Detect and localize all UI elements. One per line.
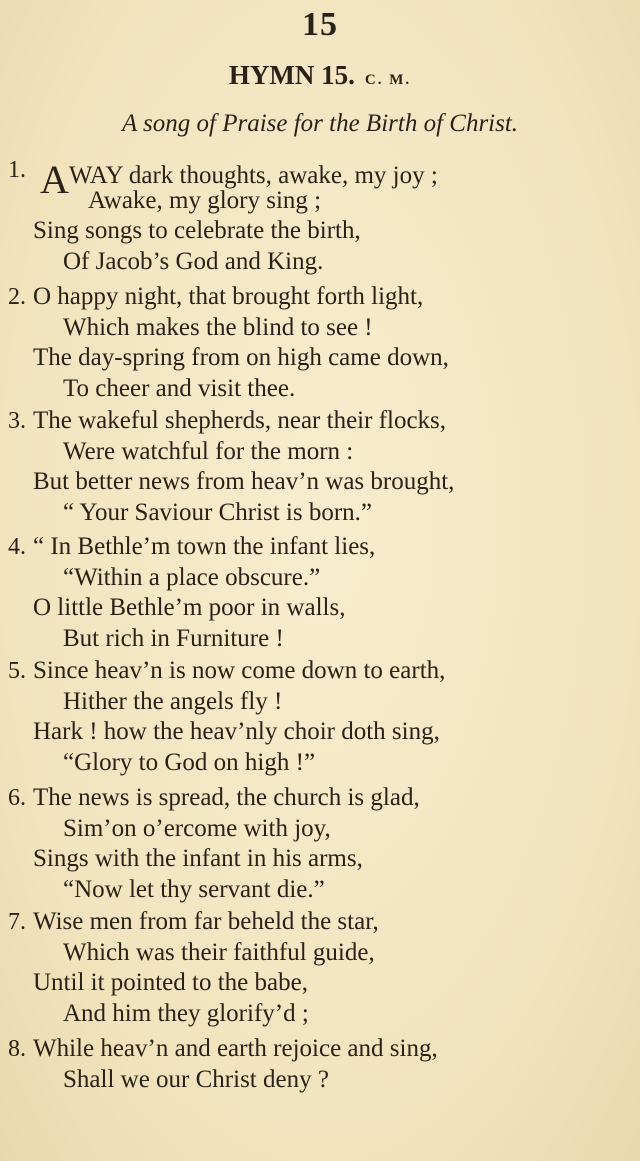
verse-line: Of Jacob’s God and King.: [63, 247, 324, 275]
verse-line: Sing songs to celebrate the birth,: [33, 217, 361, 244]
verse-line: O little Bethle’m poor in walls,: [33, 594, 346, 621]
verse-line: The wakeful shepherds, near their flocks,: [33, 407, 447, 434]
verse-line: The news is spread, the church is glad,: [33, 784, 420, 811]
verse-line: Hither the angels fly !: [63, 687, 283, 715]
verse-line: And him they glorify’d ;: [63, 999, 309, 1027]
verse-line: “Within a place obscure.”: [63, 563, 321, 591]
verse-line: Were watchful for the morn :: [63, 437, 354, 465]
verse-line: “Glory to God on high !”: [63, 748, 316, 776]
stanza-number: 4.: [8, 534, 26, 560]
verse-line: But better news from heav’n was brought,: [33, 468, 455, 495]
stanza-number: 2.: [8, 284, 26, 310]
verse-line: Shall we our Christ deny ?: [63, 1065, 329, 1093]
stanza-number: 5.: [8, 658, 26, 684]
stanza-number: 7.: [8, 909, 26, 935]
verse-line: Sim’on o’ercome with joy,: [63, 814, 331, 842]
verse-line: Awake, my glory sing ;: [88, 186, 322, 214]
verse-line-rest: WAY dark thoughts, awake, my joy ;: [68, 162, 438, 189]
verse-line: Which makes the blind to see !: [63, 313, 373, 341]
verse-line: The day-spring from on high came down,: [33, 344, 449, 371]
stanza-number: 1.: [8, 157, 26, 183]
verse-line: “ Your Saviour Christ is born.”: [63, 498, 373, 526]
hymn-title: HYMN 15.: [228, 60, 355, 90]
verse-line: But rich in Furniture !: [63, 624, 284, 652]
hymn-subtitle: A song of Praise for the Birth of Christ.: [121, 110, 519, 137]
verse-line: To cheer and visit thee.: [63, 374, 296, 402]
hymn-heading: [0, 60, 640, 91]
verse-line: O happy night, that brought forth light,: [33, 283, 424, 310]
verse-line: Since heav’n is now come down to earth,: [33, 657, 446, 684]
stanza-number: 8.: [8, 1036, 26, 1062]
verse-line: “Now let thy servant die.”: [63, 875, 325, 903]
stanza-number: 3.: [8, 408, 26, 434]
verse-line: Hark ! how the heav’nly choir doth sing,: [33, 718, 440, 745]
verse-line: Wise men from far beheld the star,: [33, 908, 379, 935]
verse-line: “ In Bethle’m town the infant lies,: [33, 533, 376, 560]
verse-line: Sings with the infant in his arms,: [33, 845, 363, 872]
drop-cap: A: [40, 157, 69, 202]
page-number: 15: [302, 6, 338, 43]
verse-line: Which was their faithful guide,: [63, 938, 375, 966]
hymn-meter: C. M.: [364, 72, 412, 88]
verse-line: Until it pointed to the babe,: [33, 969, 308, 996]
verse-line: While heav’n and earth rejoice and sing,: [33, 1035, 438, 1062]
stanza-number: 6.: [8, 785, 26, 811]
